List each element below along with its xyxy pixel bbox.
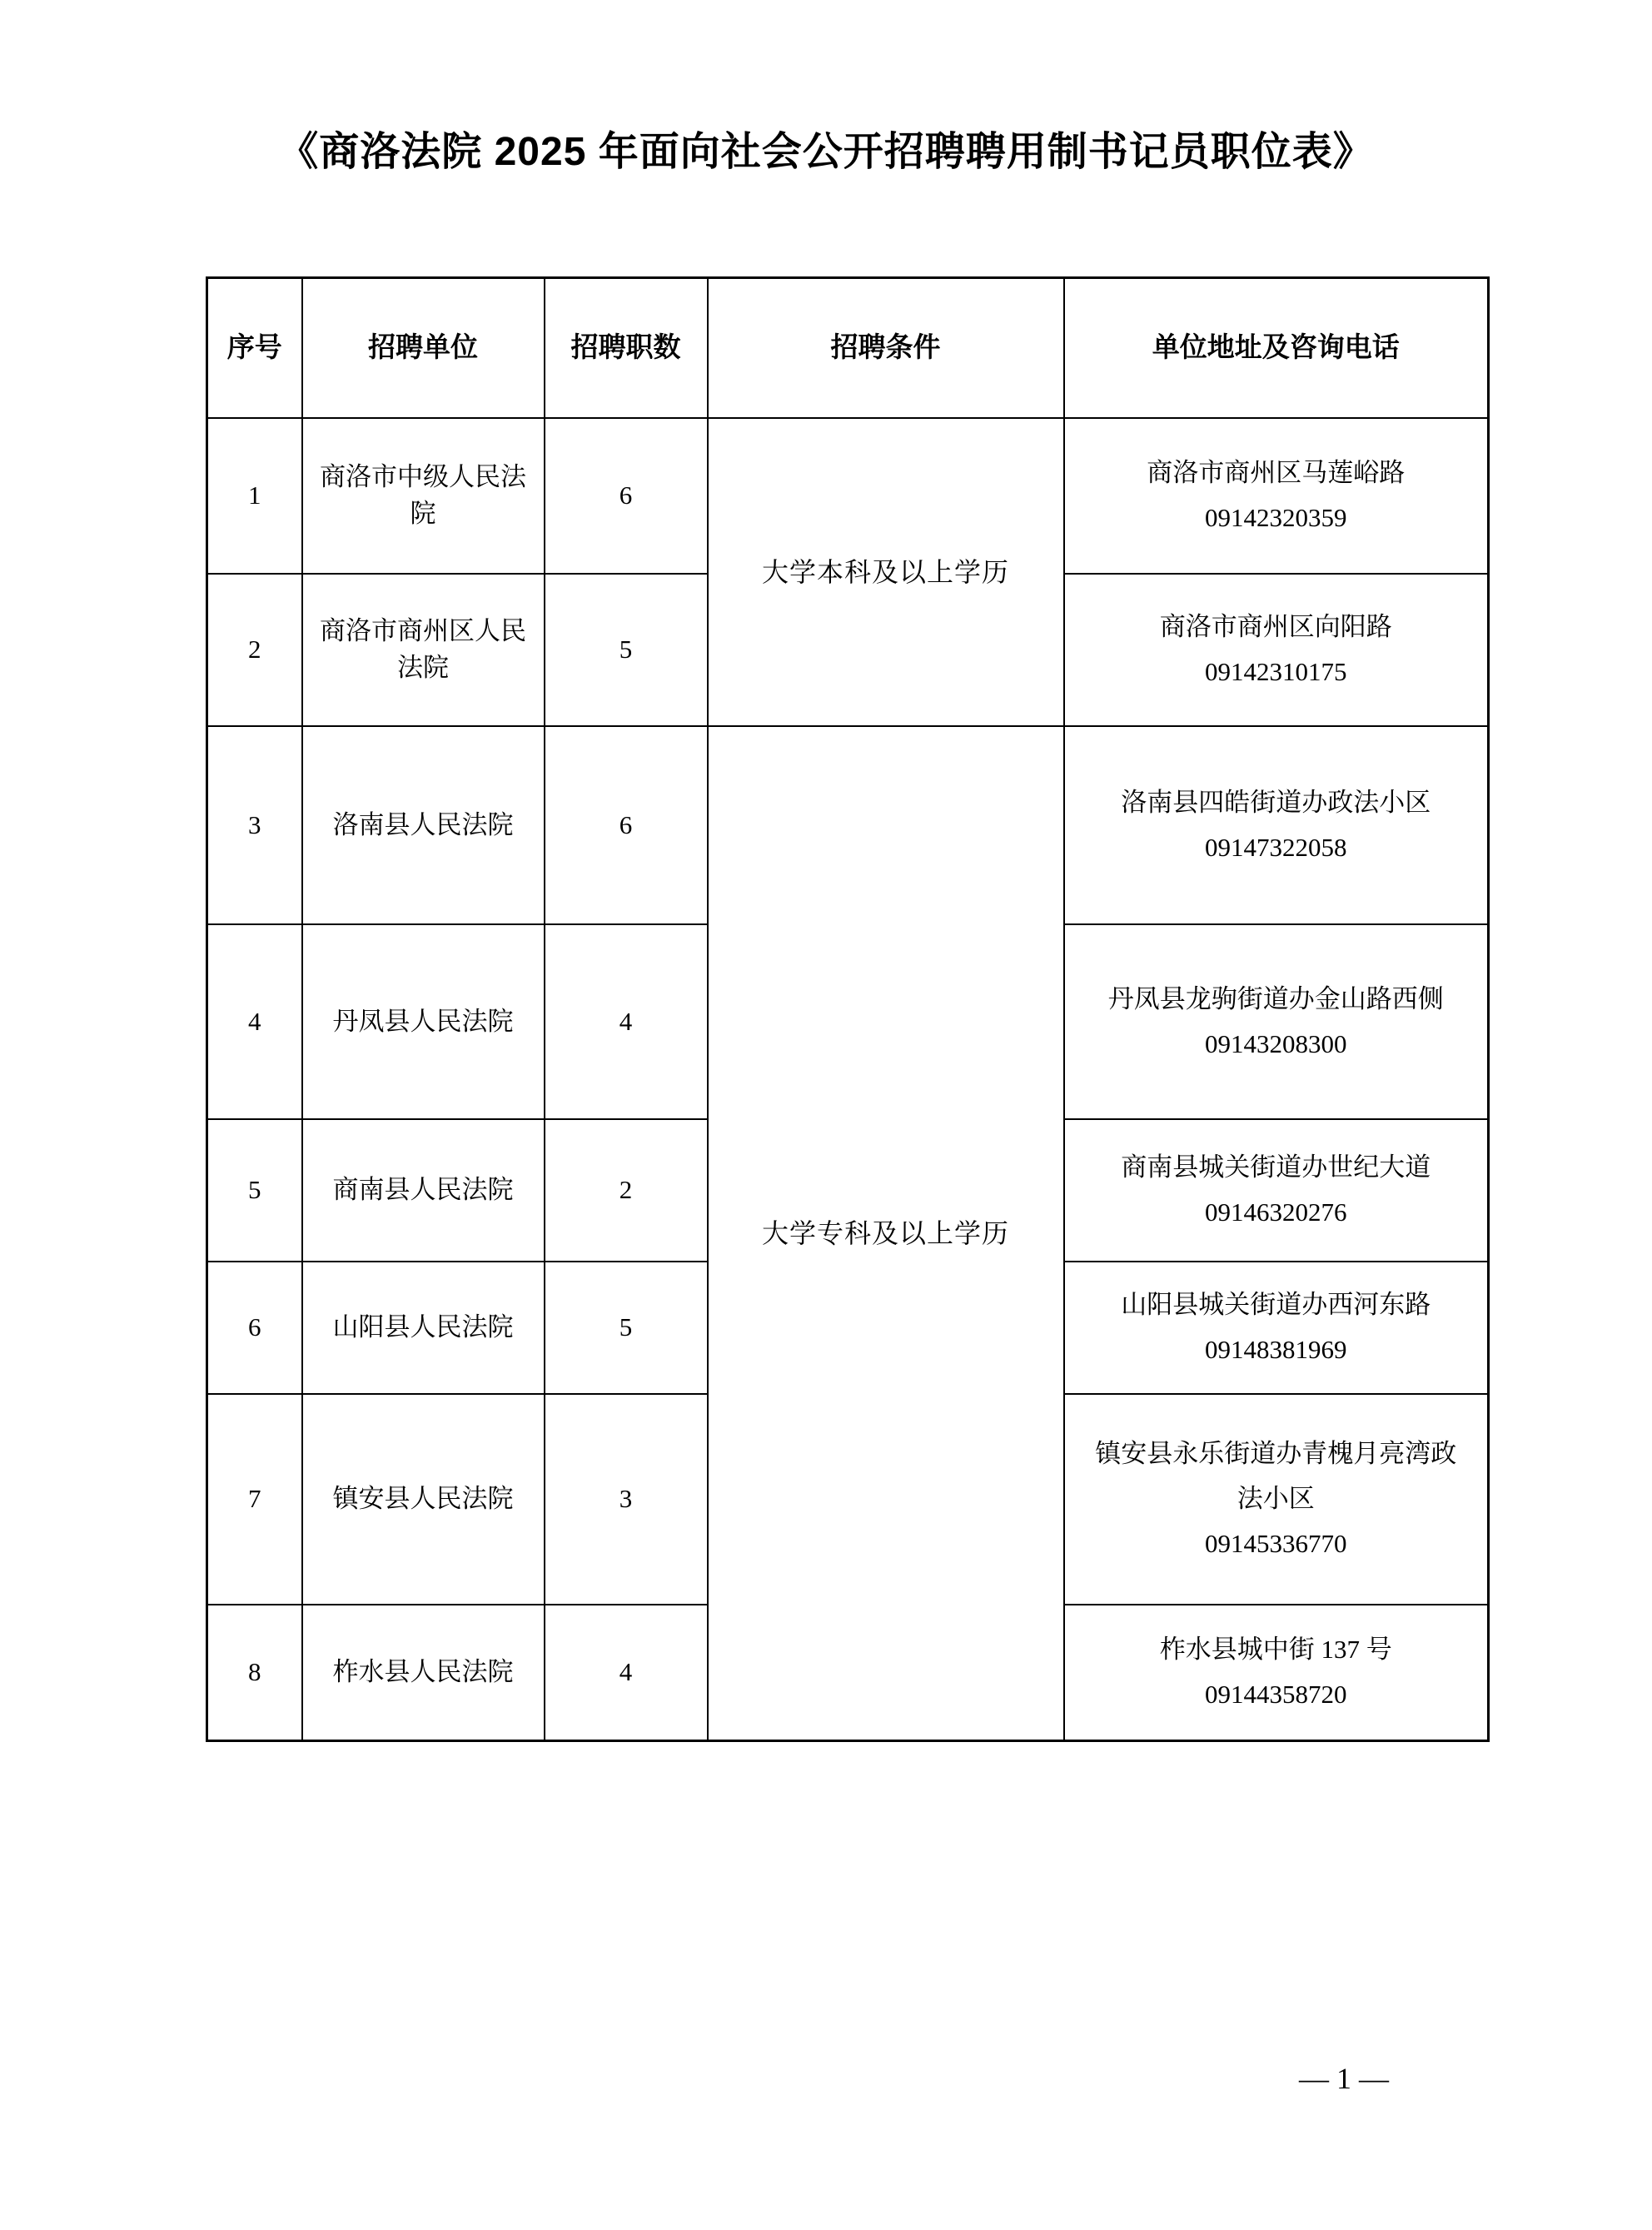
cell-seq-6: 6: [207, 1262, 302, 1394]
phone-text: 09146320276: [1205, 1197, 1347, 1227]
address-text: 商洛市商州区马莲峪路: [1147, 458, 1406, 487]
cell-address-1: [1064, 418, 1489, 574]
cell-seq-4: 4: [207, 924, 302, 1119]
cell-condition-bachelor: 大学本科及以上学历: [708, 418, 1064, 726]
cell-seq-5: 5: [207, 1119, 302, 1262]
phone-text: 09144358720: [1205, 1680, 1347, 1710]
cell-unit-5: 商南县人民法院: [302, 1119, 545, 1262]
cell-count-3: 6: [545, 726, 708, 924]
cell-unit-1: 商洛市中级人民法院: [302, 418, 545, 574]
page-number: — 1 —: [1299, 2062, 1389, 2095]
address-text: 山阳县城关街道办西河东路: [1121, 1290, 1431, 1319]
cell-unit-8: 柞水县人民法院: [302, 1605, 545, 1741]
cell-unit-6: 山阳县人民法院: [302, 1262, 545, 1394]
cell-address-6: [1064, 1262, 1489, 1394]
address-text: 丹凤县龙驹街道办金山路西侧: [1107, 983, 1444, 1013]
phone-text: 09143208300: [1205, 1028, 1347, 1058]
document-title: 《商洛法院 2025 年面向社会公开招聘聘用制书记员职位表》: [278, 130, 1374, 174]
header-seq: 序号: [207, 278, 302, 418]
cell-count-5: 2: [545, 1119, 708, 1262]
table-row-3: [207, 726, 1489, 924]
address-text: 镇安县永乐街道办青槐月亮湾政法小区: [1095, 1439, 1457, 1513]
address-text: 洛南县四皓街道办政法小区: [1121, 787, 1431, 817]
header-unit: 招聘单位: [302, 278, 545, 418]
cell-address-5: [1064, 1119, 1489, 1262]
cell-address-2: [1064, 574, 1489, 726]
phone-text: 09142310175: [1205, 657, 1347, 686]
cell-unit-3: 洛南县人民法院: [302, 726, 545, 924]
cell-unit-4: 丹凤县人民法院: [302, 924, 545, 1119]
address-text: 商洛市商州区向阳路: [1159, 612, 1392, 641]
cell-condition-associate: 大学专科及以上学历: [708, 726, 1064, 1741]
phone-text: 09145336770: [1205, 1529, 1347, 1558]
address-text: 柞水县城中街 137 号: [1159, 1635, 1392, 1665]
cell-seq-8: 8: [207, 1605, 302, 1741]
cell-seq-2: 2: [207, 574, 302, 726]
cell-count-2: 5: [545, 574, 708, 726]
cell-count-8: 4: [545, 1605, 708, 1741]
table-row-1: [207, 418, 1489, 574]
job-table: [206, 276, 1490, 1742]
cell-count-6: 5: [545, 1262, 708, 1394]
cell-unit-7: 镇安县人民法院: [302, 1394, 545, 1605]
phone-text: 09148381969: [1205, 1335, 1347, 1364]
phone-text: 09142320359: [1205, 503, 1347, 532]
cell-address-4: [1064, 924, 1489, 1119]
cell-count-7: 3: [545, 1394, 708, 1605]
header-count: 招聘职数: [545, 278, 708, 418]
cell-address-3: [1064, 726, 1489, 924]
cell-seq-1: 1: [207, 418, 302, 574]
cell-unit-2: 商洛市商州区人民法院: [302, 574, 545, 726]
cell-address-7: [1064, 1394, 1489, 1605]
phone-text: 09147322058: [1205, 832, 1347, 862]
table-header-row: [207, 278, 1489, 418]
header-condition: 招聘条件: [708, 278, 1064, 418]
header-address: 单位地址及咨询电话: [1064, 278, 1489, 418]
address-text: 商南县城关街道办世纪大道: [1121, 1152, 1431, 1182]
cell-address-8: [1064, 1605, 1489, 1741]
cell-count-1: 6: [545, 418, 708, 574]
cell-seq-7: 7: [207, 1394, 302, 1605]
cell-count-4: 4: [545, 924, 708, 1119]
cell-seq-3: 3: [207, 726, 302, 924]
